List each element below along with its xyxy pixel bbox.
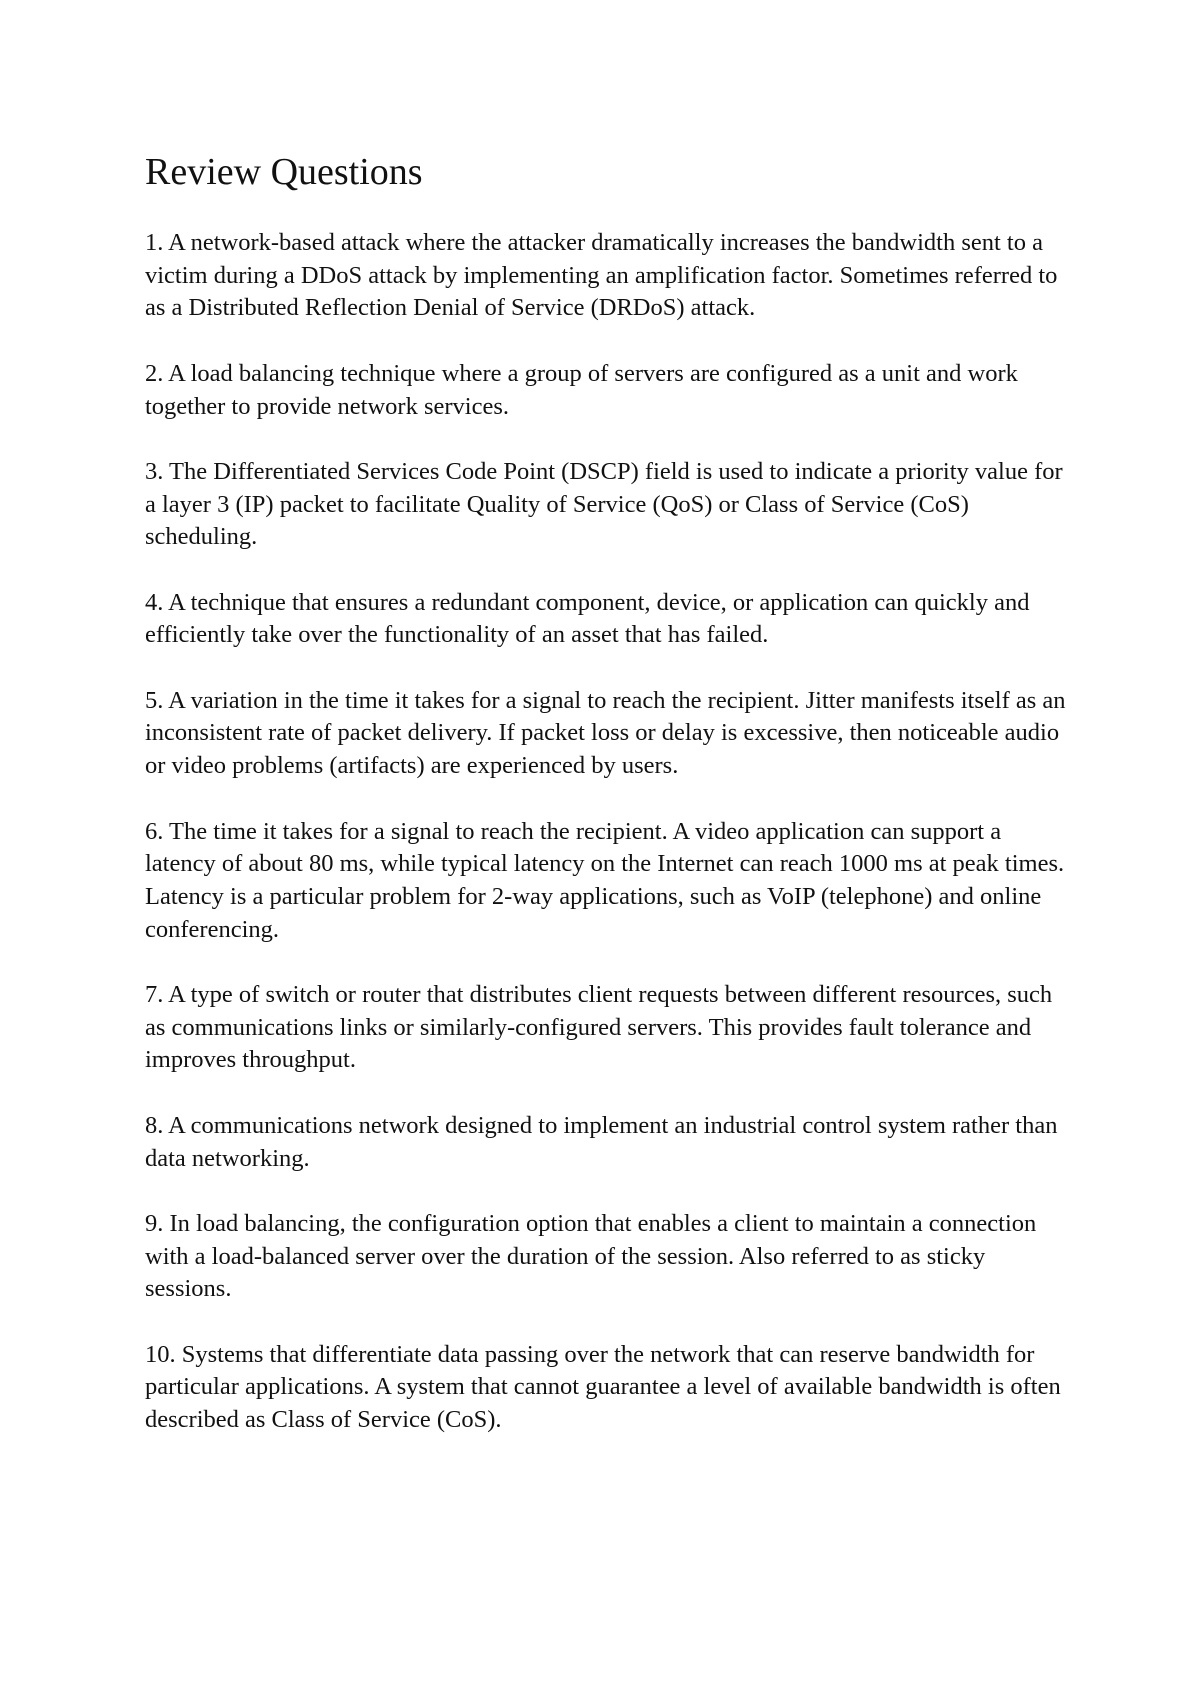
question-2: 2. A load balancing technique where a group of servers are configured as a unit and work together to provide network services. (145, 359, 1018, 420)
question-4: 4. A technique that ensures a redundant component, device, or application can quickly and efficiently take over the functionality of an asset that has failed. (145, 588, 1030, 649)
question-7: 7. A type of switch or router that distributes client requests between different resources, such as communications links or similarly-configured servers. This provides fault tolerance and improves throughput. (145, 981, 1053, 1074)
question-9: 9. In load balancing, the configuration option that enables a client to maintain a connection with a load-balanced server over the duration of the session. Also referred to as sticky sessions. (145, 1209, 1037, 1303)
document-page (145, 150, 1075, 1470)
question-1: 1. A network-based attack where the attacker dramatically increases the bandwidth sent to a victim during a DDoS attack by implementing an amplification factor. Sometimes referred to as a Distributed Reflection Denial of Service (DRDoS) attack. (145, 229, 1058, 322)
question-6: 6. The time it takes for a signal to reach the recipient. A video application can support a latency of about 80 ms, while typical latency on the Internet can reach 1000 ms at peak times. Latency is a particular problem for 2-way applications, such as VoIP (telephone) and online conferencing. (145, 817, 1065, 943)
question-10: 10. Systems that differentiate data passing over the network that can reserve bandwidth for particular applications. A system that cannot guarantee a level of available bandwidth is often described as Class of Service (CoS). (145, 1340, 1061, 1434)
page-title: Review Questions (145, 151, 423, 193)
question-5: 5. A variation in the time it takes for a signal to reach the recipient. Jitter manifests itself as an inconsistent rate of packet delivery. If packet loss or delay is excessive, then noticeable audio or video problems (artifacts) are experienced by users. (145, 686, 1066, 780)
question-3: 3. The Differentiated Services Code Point (DSCP) field is used to indicate a priority value for a layer 3 (IP) packet to facilitate Quality of Service (QoS) or Class of Service (CoS) scheduling. (145, 457, 1063, 551)
question-8: 8. A communications network designed to implement an industrial control system rather than data networking. (145, 1111, 1058, 1172)
question-list (145, 227, 1075, 1437)
